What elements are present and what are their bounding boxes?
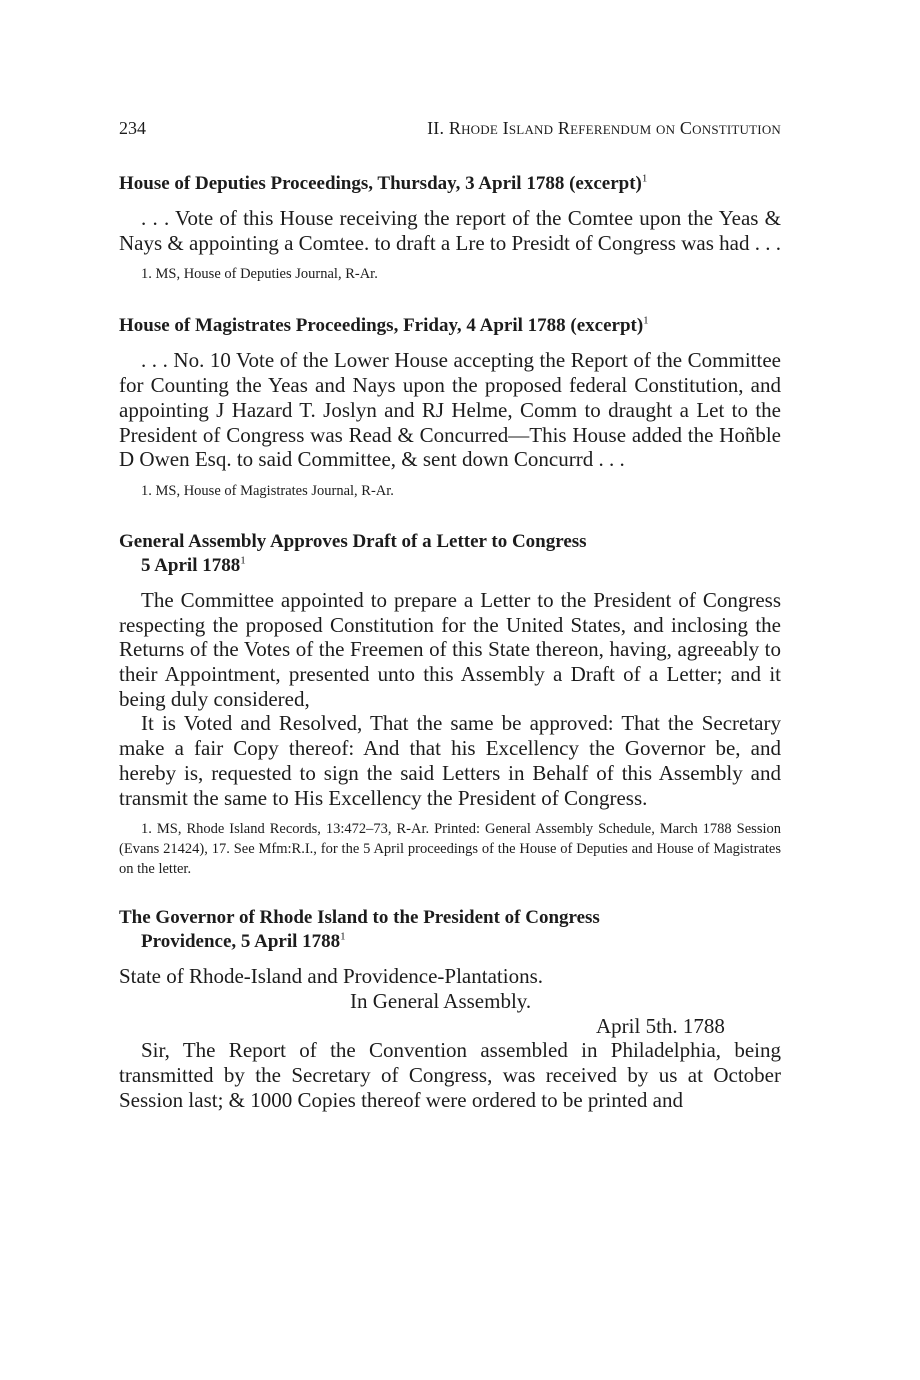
letter-state-line: State of Rhode-Island and Providence-Plantations.: [119, 964, 543, 989]
section-heading-date: 5 April 1788: [141, 554, 241, 576]
section-heading-text: House of Deputies Proceedings, Thursday, 3 April 1788 (excerpt): [119, 173, 642, 194]
footnote-marker: 1: [643, 315, 649, 328]
section-heading-date: Providence, 5 April 1788: [141, 931, 341, 953]
section-heading-line2-wrap: [119, 554, 781, 578]
section-heading-line2-wrap: [119, 930, 781, 954]
deputies-paragraph: . . . Vote of this House receiving the report of the Comtee upon the Yeas & Nays & appointing a Comtee. to draft a Lre to Presidt of Congress was had . . .: [119, 206, 781, 255]
letter-assembly-line: In General Assembly.: [350, 988, 532, 1013]
section-heading-magistrates: [119, 314, 781, 338]
letter-paragraph: Sir, The Report of the Convention assembled in Philadelphia, being transmitted by the Secretary of Congress, was received by us at October Session last; & 1000 Copies thereof were ordered to be printed and: [119, 1038, 781, 1112]
section-heading-text: House of Magistrates Proceedings, Friday, 4 April 1788 (excerpt): [119, 315, 644, 337]
footnote-marker: 1: [240, 554, 246, 567]
deputies-footnote: 1. MS, House of Deputies Journal, R-Ar.: [141, 266, 378, 283]
section-heading-governor-letter: [119, 906, 781, 954]
letter-date-line: April 5th. 1788: [596, 1013, 725, 1038]
magistrates-footnote: 1. MS, House of Magistrates Journal, R-Ar.: [141, 482, 394, 499]
footnote-marker: 1: [340, 930, 346, 943]
page-number: 234: [119, 118, 146, 138]
section-heading-line1: The Governor of Rhode Island to the President of Congress: [119, 907, 600, 929]
footnote-marker: 1: [641, 172, 648, 185]
document-page: [119, 118, 781, 1112]
magistrates-paragraph: . . . No. 10 Vote of the Lower House accepting the Report of the Committee for Counting the Yeas and Nays upon the proposed federal Constitution, and appointing J Hazard T. Joslyn and RJ Helme, Comm to draught a Let to the President of Congress was Read & Concurred—This House added the Hoñble D Owen Esq. to said Committee, & sent down Concurrd . . .: [119, 348, 781, 472]
assembly-paragraph-1: The Committee appointed to prepare a Letter to the President of Congress respecting the proposed Constitution for the United States, and inclosing the Returns of the Votes of the Freemen of this State thereon, having, agreeably to their Appointment, presented unto this Assembly a Draft of a Letter; and it being duly considered,: [119, 587, 781, 711]
section-heading-general-assembly: [119, 530, 781, 578]
letter-address-block: [119, 964, 781, 1038]
assembly-footnote: 1. MS, Rhode Island Records, 13:472–73, R-Ar. Printed: General Assembly Schedule, March 1788 Session (Evans 21424), 17. See Mfm:R.I., for the 5 April proceedings of the House of Deputies and House of Magistrates on the letter.: [119, 821, 781, 878]
running-title: II. Rhode Island Referendum on Constitution: [427, 118, 781, 138]
section-heading-deputies: [119, 172, 781, 196]
assembly-paragraph-2: It is Voted and Resolved, That the same be approved: That the Secretary make a fair Copy thereof: And that his Excellency the Governor be, and hereby is, requested to sign the said Letters in Behalf of this Assembly and transmit the same to His Excellency the President of Congress.: [119, 711, 781, 810]
running-header: [119, 118, 781, 144]
section-heading-line1: General Assembly Approves Draft of a Letter to Congress: [119, 530, 587, 552]
